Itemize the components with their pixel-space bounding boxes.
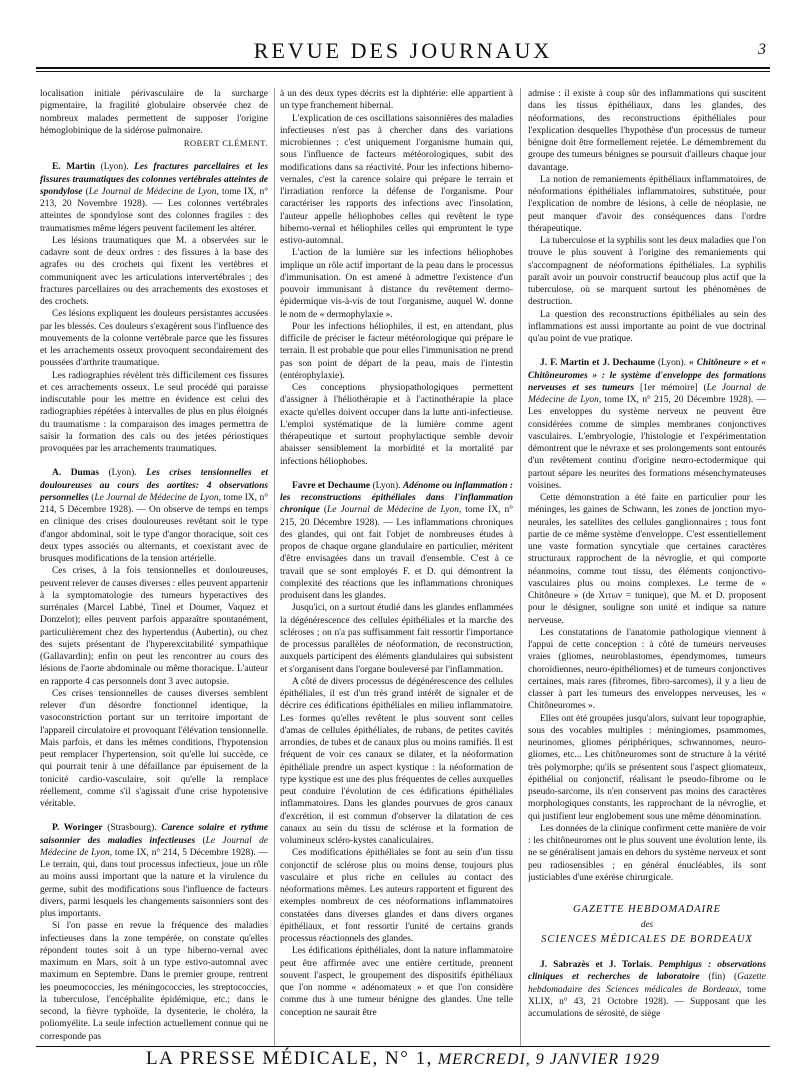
article-title: « Chitôneure » et « Chitôneuromes » : le système d'enveloppe des formations nerveuses et ses tumeurs bbox=[528, 358, 766, 393]
paragraph: Ces modifications épithéliales se font au sein d'un tissu conjonctif de sclérose plus ou moins dense, toujours plus vasculaire et plus riche en cellules au contact des néoformations mêmes. Les auteurs rapportent et figurent des exemples nombreux de ces néoformations inflammatoires constatées dans diverses glandes et dans divers organes épithéliaux, et font ressortir l'unité de certains grands processus réactionnels des glandes. bbox=[280, 848, 513, 944]
article-favre-dechaume bbox=[280, 480, 513, 1019]
paragraph: localisation initiale périvasculaire de la surcharge pigmentaire, la fragilité globulaire observée chez de nombreux malades permettent de supposer l'origine hémoglobinique de la sidérose pulmonaire. bbox=[40, 89, 268, 136]
paragraph: Cette démonstration a été faite en particulier pour les méninges, les gaines de Schwann, les zones de jonction myo-neurales, les satellites des cellules ganglionnaires ; tous font partie de ce même système d'enveloppe. C'est essentiellement une vaste formation syncytiale que certaines caractères structuraux rapprochent de la névroglie, et qui comporte néanmoins, comme tout tissu, des éléments conjonctivo-vasculaires plus ou moins complexes. Le terme de « Chitôneure » (de Xιτων = tunique), que M. et D. proposent pour le désigner, souligne son unité et indique sa nature nerveuse. bbox=[528, 493, 766, 626]
header-rule-thin bbox=[36, 71, 770, 72]
column-right bbox=[528, 88, 766, 1046]
article-body: , tome IX, n° 214, 5 Décembre 1928). — On observe de temps en temps en clinique des crises douloureuses revêtant soit le type d'angor abdominal, soit le type d'angor thoracique, soit ces deux types associés ou alternants, et coexistant avec de brusques modifications de la tension artérielle. bbox=[40, 492, 268, 564]
article-body: , tome IX, n° 215, 20 Décembre 1928). — Les inflammations chroniques des glandes, qui ont fait l'objet de nombreuses études à propos de chaque organe glandulaire en particulier, méritent d'être envisagées dans un travail d'ensemble. C'est à ce travail que se sont employés F. et D. qui démontrent la complexité des réactions que les inflammations chroniques produisent dans les glandes. bbox=[280, 505, 513, 601]
column-divider bbox=[520, 88, 521, 1046]
page-header bbox=[36, 28, 770, 66]
article-martin-dechaume bbox=[528, 357, 766, 884]
article-heading bbox=[528, 357, 766, 492]
article-body: , tome XLIX, n° 43, 21 Octobre 1928). — Supposant que les accumulations de sérosité, de siège bbox=[528, 984, 766, 1019]
article-title: Les crises tensionnelles et douloureuses au cours des aortites: 4 observations personnelles bbox=[40, 468, 268, 503]
footer-date: MERCREDI, 9 JANVIER 1929 bbox=[432, 1051, 660, 1068]
article-place: . bbox=[649, 960, 659, 970]
article-title: Les fractures parcellaires et les fissures traumatiques des colonnes vertébrales atteintes de spondylose bbox=[40, 162, 268, 197]
article-author: J. Sabrazès et J. Torlais bbox=[540, 960, 650, 970]
paragraph: Les constatations de l'anatomie pathologique viennent à l'appui de cette conception : à côté de tumeurs nerveuses vraies (gliomes, neuroblastomes, épendymomes, tumeurs choroïdiennes, neuro-épithéliomes) et de tumeurs conjonctives certaines, mais rares (fibromes, fibro-sarcomes), il y a lieu de classer à part les tumeurs des enveloppes nerveuses, les « Chitôneuromes ». bbox=[528, 627, 766, 712]
article-source: Le Journal de Médecine de Lyon bbox=[40, 835, 268, 858]
article-place: (Strasbourg). bbox=[102, 823, 162, 834]
article-author: E. Martin bbox=[52, 162, 96, 173]
article-source: Le Journal de Médecine de Lyon bbox=[88, 186, 217, 197]
article-dumas bbox=[40, 467, 268, 810]
section-heading-gazette bbox=[528, 902, 766, 947]
article-heading bbox=[528, 959, 766, 1020]
gazette-subtitle: SCIENCES MÉDICALES DE BORDEAUX bbox=[541, 934, 753, 945]
article-place: (Lyon). bbox=[99, 468, 147, 479]
header-rule bbox=[36, 67, 770, 69]
source-open: ( bbox=[319, 505, 328, 516]
paragraph: Jusqu'ici, on a surtout étudié dans les glandes enflammées la dégénérescence des cellules épithéliales et la marche des scléroses ; on n'a pas suffisamment fait ressortir l'importance de processus parallèles de néoformation, de reconstruction, auxquels participent des éléments glandulaires qui subsistent et s'organisent dans l'organe bouleversé par l'inflammation. bbox=[280, 603, 513, 675]
article-place: (Lyon). bbox=[370, 480, 403, 491]
paragraph: admise : il existe à coup sûr des inflammations qui suscitent dans les tissus épithéliaux, dans les glandes, des néoformations, des reconstructions épithéliales pour l'explication desquelles l'hypothèse d'un processus de tumeur bénigne doit être formellement rejetée. Le démembrement du groupe des tumeurs bénignes se poursuit d'ailleurs chaque jour davantage. bbox=[528, 89, 766, 173]
paragraph: La tuberculose et la syphilis sont les deux maladies que l'on trouve le plus souvent à l'origine des remaniements qui s'accompagnent de néoformations épithéliales. La syphilis paraît avoir un pouvoir constructif beaucoup plus actif que la tuberculose, où se marquent surtout les phénomènes de destruction. bbox=[528, 236, 766, 308]
paragraph: A côté de divers processus de dégénérescence des cellules épithéliales, il est d'un très grand intérêt de signaler et de décrire ces édifications épithéliales en milieu inflammatoire. Les formes qu'elles revêtent le plus souvent sont celles d'amas de cellules épithéliales, de rubans, de petites cavités arrondies, de tubes et de canaux plus ou moins ramifiés. Il est fréquent de voir ces canaux se dilater, et la néoformation épithéliale prendre un aspect kystique : la néoformation de type kystique est une des plus fréquentes de celles auxquelles peut conduire l'évolution de ces édifications épithéliales inflammatoires. Dans les glandes pourvues de gros canaux d'excrétion, il est commun d'observer la dilatation de ces canaux au sein du tissu de sclérose et la formation de volumineux scléro-kystes canaliculaires. bbox=[280, 676, 513, 846]
article-sabrazes-torlais bbox=[528, 959, 766, 1020]
paragraph: Pour les infections héliophiles, il est, en attendant, plus difficile de préciser le facteur météorologique qui prépare le terrain. Il est probable que pour elles l'immunisation ne prend pas son point de départ de la peau, mais de l'intestin (entérophylaxie). bbox=[280, 321, 513, 381]
article-martin bbox=[40, 161, 268, 455]
article-body: , tome IX, n° 213, 20 Novembre 1928). — Les colonnes vertébrales atteintes de spondylose sont des colonnes fragiles : des traumatismes même légers peuvent facilement les altérer. bbox=[40, 186, 268, 234]
article-title: Adénome ou inflammation : les reconstructions épithéliales dans l'inflammation chronique bbox=[280, 480, 513, 516]
signature: ROBERT CLÉMENT. bbox=[183, 138, 268, 148]
column-middle bbox=[280, 88, 513, 1046]
article-body: , tome IX, n° 215, 20 Décembre 1928). — Les enveloppes du système nerveux ne peuvent être considérées comme de simples membranes conjonctives vasculaires. L'embryologie, l'histologie et l'expérimentation démontrent que le névraxe et ses prolongements sont entourés d'un revêtement continu d'origine neuro-ectodermique qui partout sépare les neurites des formations mésenchymateuses voisines. bbox=[528, 395, 766, 491]
article-woringer bbox=[40, 822, 268, 1043]
gazette-title: GAZETTE HEBDOMADAIRE bbox=[572, 904, 722, 915]
paragraph: La notion de remaniements épithéliaux inflammatoires, de néoformations épithéliales inflammatoires, substituée, pour l'explication de nombre de lésions, à celle de néoplasie, ne peut manquer d'avoir des conséquences dans l'ordre thérapeutique. bbox=[528, 174, 766, 234]
gazette-connector: des bbox=[641, 919, 653, 929]
paragraph: Ces lésions expliquent les douleurs persistantes accusées par les blessés. Ces douleurs s'exagèrent sous l'influence des mouvements de la colonne vertébrale parce que les fissures et les arrachements osseux provoquent secondairement des poussées d'arthrite traumatique. bbox=[40, 309, 268, 369]
paragraph: L'explication de ces oscillations saisonnières des maladies infectieuses n'est pas à chercher dans des variations microbiennes : c'est uniquement l'organisme humain qui, sous l'influence de facteurs météorologiques, subit des modifications dans sa réactivité. Pour les infections hiberno-vernales, c'est la carence solaire qui prépare le terrain et l'irradiation renforce la défense de l'organisme. Pour caractériser les rapports des infections avec l'insolation, l'auteur appelle héliophobes celles qui revêtent le type hiberno-vernal et héliophiles celles qui empruntent le type estivo-automnal. bbox=[280, 113, 513, 246]
paragraph: Ces crises tensionnelles de causes diverses semblent relever d'un désordre fonctionnel identique, la vasoconstriction portant sur un territoire important de l'appareil circulatoire et provoquant l'élévation tensionnelle. Mais parfois, et dans les mêmes conditions, l'hypotension peut remplacer l'hypertension, soit qu'elle lui succède, ce qui pourrait tenir à une défaillance par épuisement de la tonicité cardio-vasculaire, soit qu'elle la remplace réellement, comme s'il s'agissait d'une crise hypotensive véritable. bbox=[40, 688, 268, 809]
page-number: 3 bbox=[758, 41, 766, 58]
paragraph: L'action de la lumière sur les infections héliophobes implique un rôle actif important de la peau dans le processus d'immunisation. On est amené à admettre l'existence d'un pouvoir immunisant à distance du revêtement dermo-épidermique vis-à-vis de tout l'organisme, auquel W. donne le nom de « dermophylaxie ». bbox=[280, 248, 513, 320]
paragraph: Les radiographies révèlent très difficilement ces fissures et ces arrachements osseux. Le seul procédé qui paraisse indiscutable pour les mettre en évidence est celui des radiographies répétées à intervalles de plus en plus éloignés du traumatisme : la comparaison des images permettra de saisir la formation des cals ou des jetées périostiques provoquées par les arrachements traumatiques. bbox=[40, 370, 268, 454]
paragraph: Ces conceptions physiopathologiques permettent d'assigner à l'héliothérapie et à l'actinothérapie la place exacte qu'elles doivent occuper dans la lutte anti-infectieuse. L'emploi systématique de la lumière comme agent thérapeutique et surtout prophylactique semble devoir abaisser sensiblement la morbidité et la mortalité par infections héliophobes. bbox=[280, 383, 513, 467]
source-open: ( bbox=[82, 186, 89, 197]
article-title: Carence solaire et rythme saisonnier des maladies infectieuses bbox=[40, 823, 268, 846]
article-author: Favre et Dechaume bbox=[292, 480, 371, 491]
article-place: (Lyon). bbox=[654, 358, 690, 369]
paragraph: Les édifications épithéliales, dont la nature inflammatoire peut être affirmée avec une entière certitude, prennent souvent l'aspect, le groupement des dispositifs épithéliaux que l'on nomme « adénomateux » et que l'on considère comme dus à une tumeur bénigne des glandes. Une telle conception ne saurait être bbox=[280, 946, 513, 1018]
article-source: Le Journal de Médecine de Lyon bbox=[327, 505, 459, 516]
paragraph: à un des deux types décrits est la diphtérie: elle appartient à un type franchement hibernal. bbox=[280, 89, 513, 112]
column-divider bbox=[274, 88, 275, 1046]
paragraph: Les lésions traumatiques que M. a observées sur le cadavre sont de deux ordres : des fissures à la base des agrafes ou des crochets qui fixent les vertèbres et communiquent avec les articulations intervertébrales ; des fractures parcellaires ou des arrachements des exostoses et des crochets. bbox=[40, 235, 268, 307]
page-title: REVUE DES JOURNAUX bbox=[253, 38, 553, 63]
source-open: (fin) ( bbox=[699, 972, 738, 983]
article-author: J. F. Martin et J. Dechaume bbox=[540, 358, 655, 369]
source-open: ( bbox=[195, 835, 206, 846]
paragraph: Si l'on passe en revue la fréquence des maladies infectieuses dans la zone tempérée, on constate qu'elles répondent toutes soit à un type hiberno-vernal avec maximum en Mars, soit à un type estivo-automnal avec maximum en Septembre. Dans le premier groupe, rentrent les pneumococcies, les méningococcies, les streptococcies, la tuberculose, l'encéphalite épidémique, etc.; dans le second, la fièvre typhoïde, la dysenterie, le choléra, la poliomyélite. La seule infection actuellement connue qui ne corresponde pas bbox=[40, 921, 268, 1042]
footer-rule bbox=[36, 1046, 770, 1047]
article-heading bbox=[280, 480, 513, 603]
article-source: Gazette hebdomadaire des Sciences médicales de Bordeaux bbox=[528, 972, 766, 995]
article-body: , tome IX, n° 214, 5 Décembre 1928). — Le terrain, qui, dans tout processus infectieux, joue un rôle au moins aussi important que la nature et la virulence du germe, subit des modifications sous l'influence de facteurs divers, parmi lesquels les changements saisonniers sont des plus importants. bbox=[40, 847, 268, 919]
article-source: Le Journal de Médecine de Lyon bbox=[528, 382, 766, 405]
paragraph: Elles ont été groupées jusqu'alors, suivant leur topographie, sous des vocables multiples : méningiomes, psammomes, neurinomes, gliomes périphériques, schwannomes, neuro-gliomes, etc... Les chitôneuromes sont de structure à la vérité très polymorphe; qu'ils se présentent sous l'aspect gliomateux, épithélial ou conjonctif, réalisant le pseudo-fibrome ou le pseudo-sarcome, ils n'en conservent pas moins des caractères morphologiques constants, les rapprochant de la névroglie, et qui justifient leur englobement sous une même dénomination. bbox=[528, 713, 766, 822]
article-author: P. Woringer bbox=[52, 823, 103, 834]
article-heading bbox=[40, 161, 268, 235]
article-heading bbox=[40, 822, 268, 920]
paragraph: Les données de la clinique confirment cette manière de voir : les chitôneuromes ont le plus souvent une évolution lente, ils ne se généralisent jamais en dehors du système nerveux et sont peu radiosensibles ; en général énucléables, ils sont justiciables d'une exérèse chirurgicale. bbox=[528, 823, 766, 883]
article-author: A. Dumas bbox=[52, 468, 100, 479]
paragraph: Ces crises, à la fois tensionnelles et douloureuses, peuvent relever de causes diverses : elles peuvent appartenir à la symptomatologie des tumeurs hyperactives des surrénales (Marcel Labbé, Tinel et Doumer, Vaquez et Donzelot); elles peuvent parfois apparaître spontanément, particulièrement chez des hypertendus (Aubertin), ou chez des sujets présentant de l'hyperexcitabilité sympathique (Gallavardin); enfin on peut les rencontrer au cours des lésions de l'aorte abdominale ou même thoracique. L'auteur en rapporte 4 cas personnels dont 3 avec autopsie. bbox=[40, 566, 268, 687]
article-title: Pemphigus : observations cliniques et recherches de laboratoire bbox=[528, 960, 766, 983]
footer-journal: LA PRESSE MÉDICALE, N° 1, bbox=[145, 1048, 433, 1069]
article-heading bbox=[40, 467, 268, 565]
column-left bbox=[40, 88, 268, 1046]
paragraph: La question des reconstructions épithéliales au sein des inflammations est aussi importante au point de vue doctrinal qu'au point de vue pratique. bbox=[528, 309, 766, 344]
source-open: ( bbox=[88, 492, 95, 503]
page-footer bbox=[36, 1048, 770, 1070]
article-source: Le Journal de Médecine de Lyon bbox=[94, 492, 219, 503]
source-open: [1er mémoire] ( bbox=[634, 382, 707, 393]
article-place: (Lyon). bbox=[95, 162, 135, 173]
